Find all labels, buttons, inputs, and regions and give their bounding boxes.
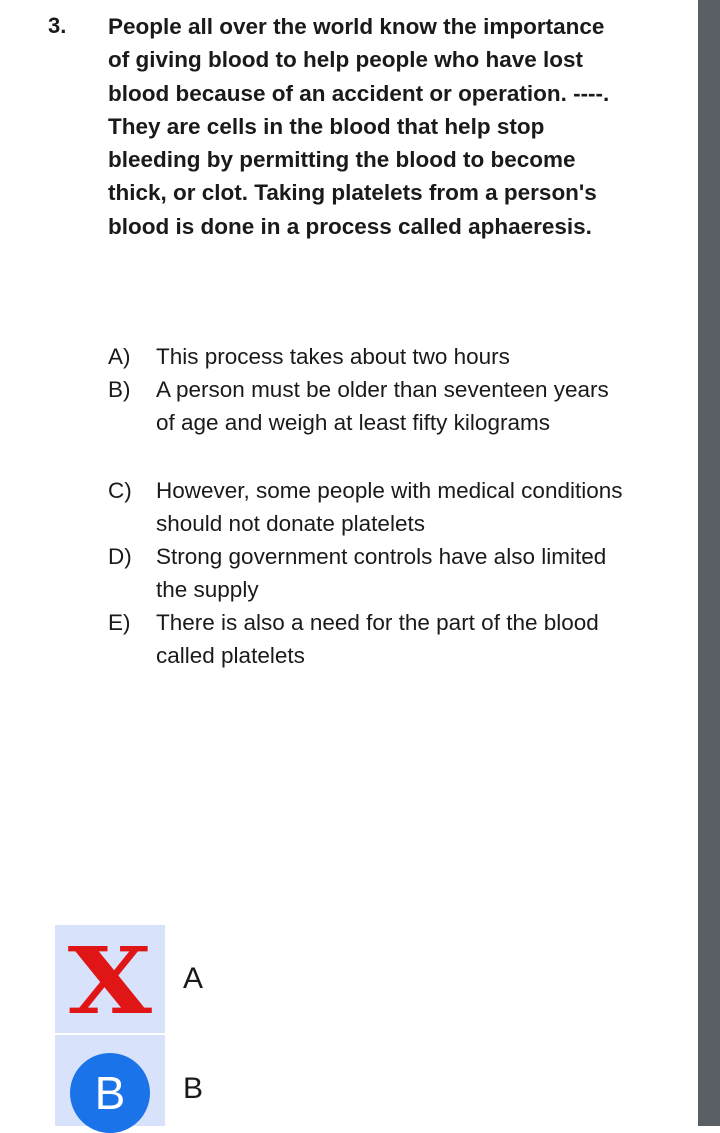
b-circle-icon: B: [70, 1053, 150, 1133]
option-e-text: There is also a need for the part of the blood called platelets: [156, 610, 599, 668]
answer-choice-b[interactable]: [55, 1035, 165, 1126]
option-d-text: Strong government controls have also limited the supply: [156, 544, 607, 602]
option-a-letter: A): [108, 344, 131, 369]
option-a-text: This process takes about two hours: [156, 344, 510, 369]
scrollbar[interactable]: [698, 0, 720, 1126]
option-b-letter: B): [108, 377, 131, 402]
option-c-text: However, some people with medical conditions should not donate platelets: [156, 478, 623, 536]
x-mark-icon: X: [67, 927, 153, 1035]
answer-choice-b-label[interactable]: B: [183, 1072, 204, 1105]
option-b-text: A person must be older than seventeen years of age and weigh at least fifty kilograms: [156, 377, 609, 435]
option-e-letter: E): [108, 610, 131, 635]
option-d-letter: D): [108, 544, 132, 569]
answer-choice-a[interactable]: [55, 925, 165, 1033]
question-text: People all over the world know the importance of giving blood to help people who have lost blood because of an accident or operation. ----. They are cells in the blood that help stop bleeding by permitting the blood to become thick, or clot. Taking platelets from a person's blood is done in a process called aphaeresis.: [108, 14, 610, 239]
option-c-letter: C): [108, 478, 132, 503]
answer-choice-a-label[interactable]: A: [183, 962, 204, 995]
question-number: 3.: [48, 13, 67, 38]
